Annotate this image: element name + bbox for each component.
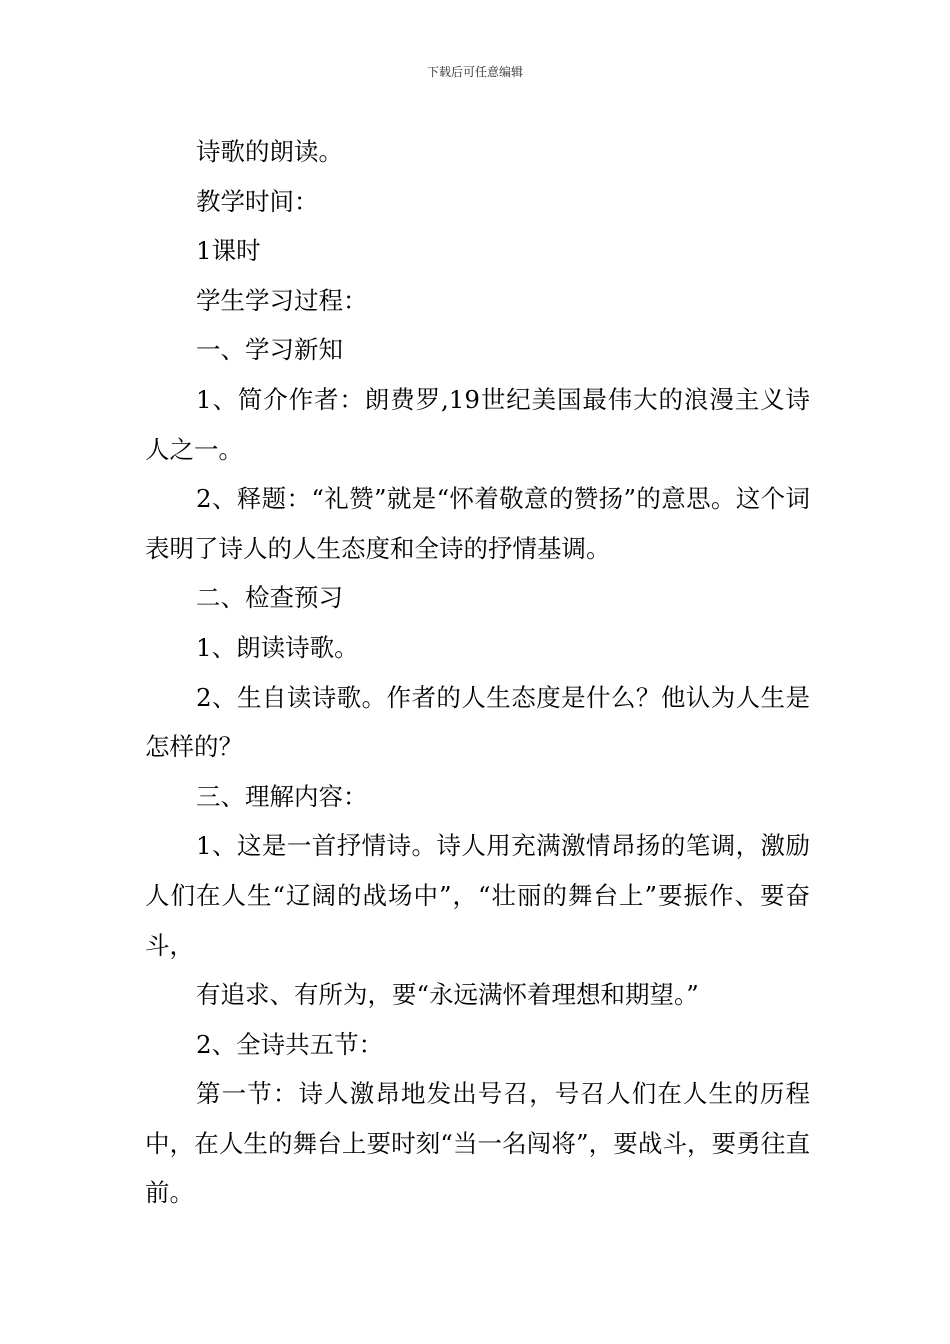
paragraph: 有追求、有所为，要“永远满怀着理想和期望。” — [196, 980, 699, 1010]
section-heading: 一、学习新知 — [196, 335, 343, 365]
paragraph: 1、简介作者：朗费罗,19世纪美国最伟大的浪漫主义诗人之一。 — [145, 384, 810, 464]
paragraph: 1课时 — [196, 236, 261, 266]
paragraph: 2、释题：“礼赞”就是“怀着敬意的赞扬”的意思。这个词表明了诗人的人生态度和全诗的抒情基调。 — [145, 484, 810, 563]
paragraph: 诗歌的朗读。 — [196, 137, 343, 166]
section-heading: 二、检查预习 — [196, 583, 343, 613]
paragraph: 2、生自读诗歌。作者的人生态度是什么？他认为人生是怎样的？ — [145, 682, 810, 762]
page-header: 下载后可任意编辑 — [426, 65, 523, 79]
paragraph: 学生学习过程： — [196, 285, 368, 315]
paragraph: 2、全诗共五节： — [196, 1029, 384, 1059]
paragraph: 教学时间： — [196, 186, 319, 216]
paragraph: 1、朗读诗歌。 — [196, 632, 359, 662]
paragraph: 1、这是一首抒情诗。诗人用充满激情昂扬的笔调，激励人们在人生“辽阔的战场中”，“壮丽的舞台上”要振作、要奋斗， — [145, 831, 810, 960]
section-heading: 三、理解内容： — [196, 781, 368, 811]
paragraph: 第一节：诗人激昂地发出号召，号召人们在人生的历程中，在人生的舞台上要时刻“当一名闯将”，要战斗，要勇往直前。 — [145, 1079, 810, 1208]
document-body — [145, 127, 810, 1218]
